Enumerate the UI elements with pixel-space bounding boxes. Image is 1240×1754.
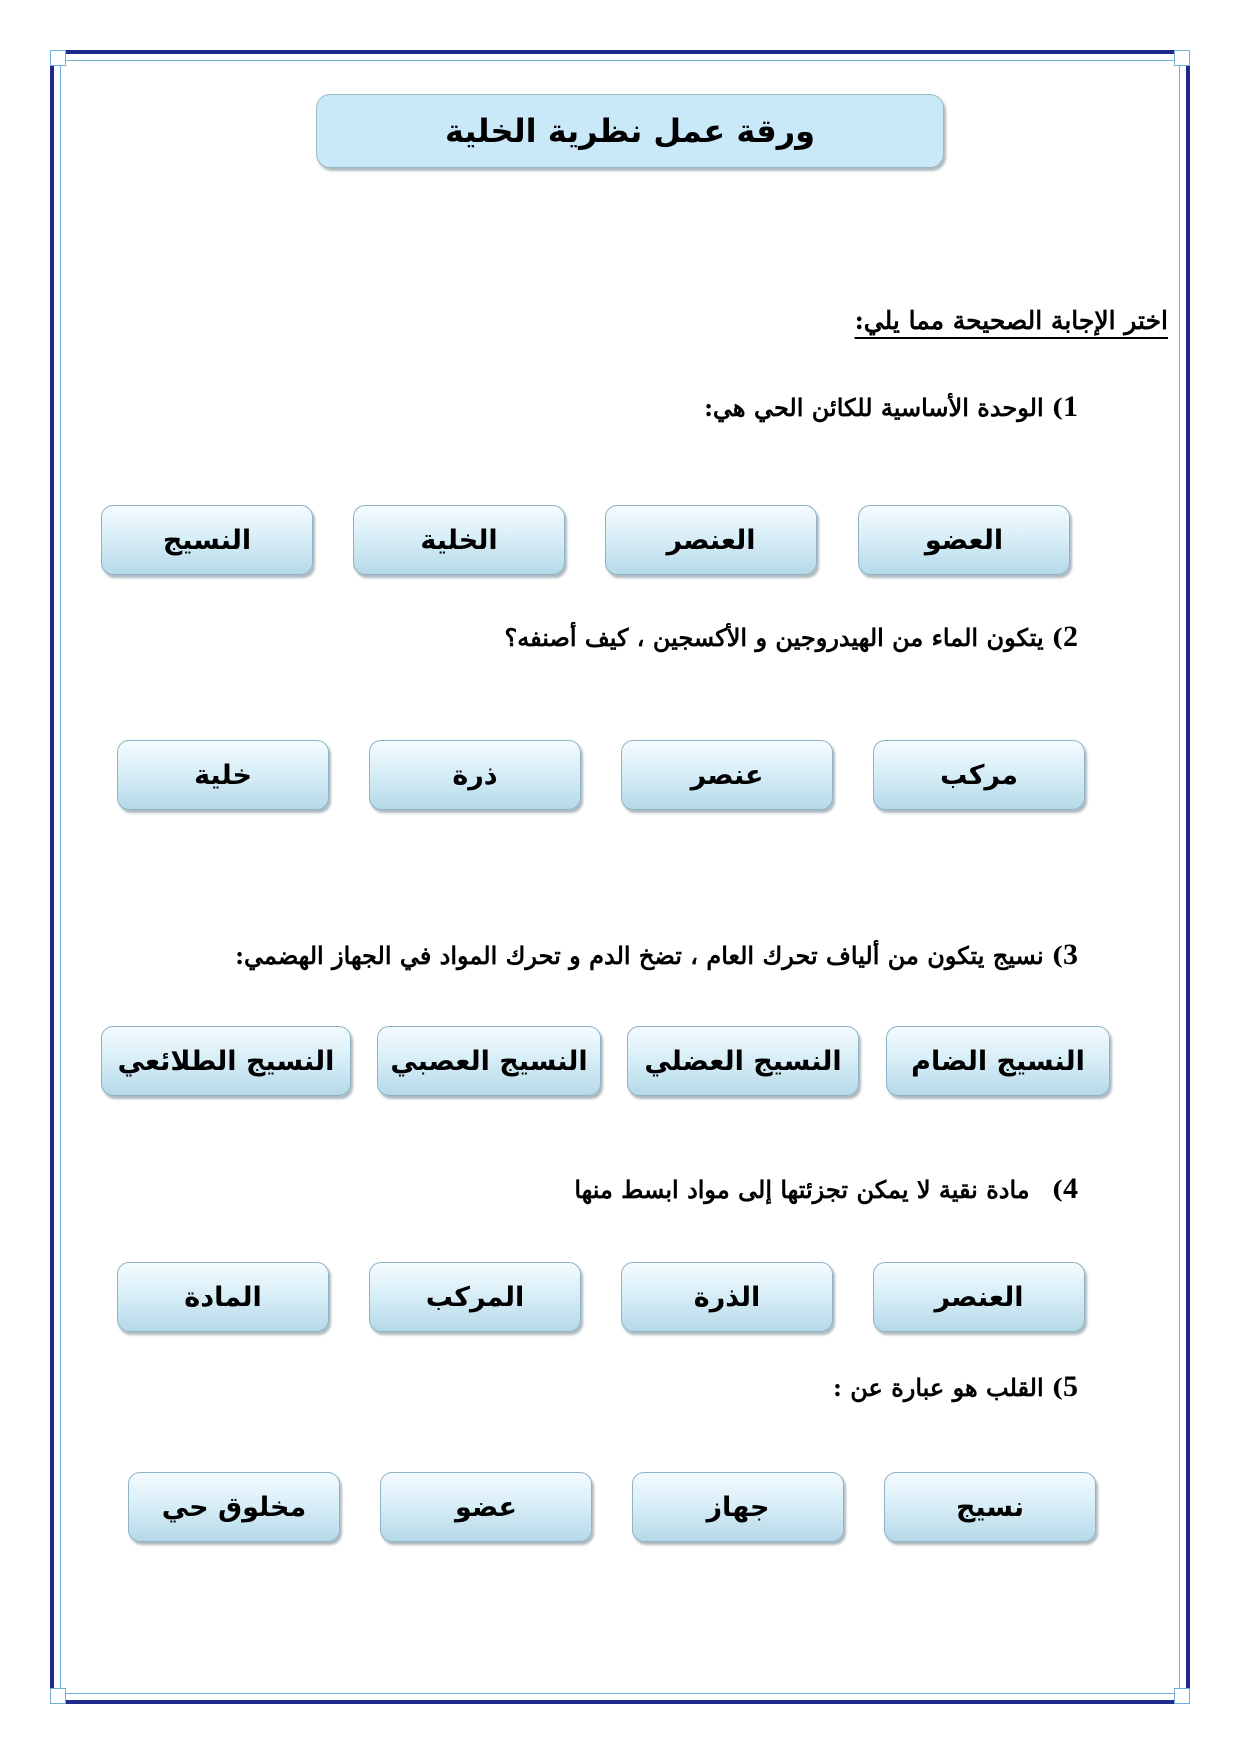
question-4 [574,1172,1078,1206]
border-corner-top-left [50,50,66,66]
question-text: مادة نقية لا يمكن تجزئتها إلى مواد ابسط منها [574,1175,1030,1204]
option-button[interactable]: عضو [380,1472,592,1542]
option-button[interactable]: النسيج الطلائعي [101,1026,351,1096]
worksheet-title [316,94,944,168]
option-button[interactable]: العنصر [873,1262,1085,1332]
option-button[interactable]: عنصر [621,740,833,810]
question-number: 5 [1063,1370,1078,1403]
option-button[interactable]: النسيج [101,505,313,575]
option-button[interactable]: مخلوق حي [128,1472,340,1542]
option-button[interactable]: الذرة [621,1262,833,1332]
question-number-paren: ) [1051,1175,1063,1204]
question-number-paren: ) [1051,393,1063,422]
instruction-text: اختر الإجابة الصحيحة مما يلي: [854,306,1168,335]
option-button[interactable]: ذرة [369,740,581,810]
question-number: 4 [1063,1172,1078,1205]
border-corner-top-right [1174,50,1190,66]
option-button[interactable]: النسيج العصبي [377,1026,601,1096]
question-number-paren: ) [1051,623,1063,652]
question-text: الوحدة الأساسية للكائن الحي هي: [704,393,1044,422]
option-button[interactable]: المادة [117,1262,329,1332]
question-text: نسيج يتكون من ألياف تحرك العام ، تضخ الدم و تحرك المواد في الجهاز الهضمي: [235,941,1044,970]
option-button[interactable]: النسيج العضلي [627,1026,859,1096]
border-corner-bottom-right [1174,1688,1190,1704]
question-number: 1 [1063,390,1078,423]
question-number: 2 [1063,620,1078,653]
option-button[interactable]: جهاز [632,1472,844,1542]
option-button[interactable]: العضو [858,505,1070,575]
question-2 [505,620,1078,654]
question-5 [833,1370,1078,1404]
option-button[interactable]: خلية [117,740,329,810]
option-button[interactable]: النسيج الضام [886,1026,1110,1096]
border-corner-bottom-left [50,1688,66,1704]
option-button[interactable]: المركب [369,1262,581,1332]
question-text: يتكون الماء من الهيدروجين و الأكسجين ، كيف أصنفه؟ [504,623,1044,652]
option-button[interactable]: الخلية [353,505,565,575]
option-button[interactable]: نسيج [884,1472,1096,1542]
question-3 [235,938,1078,972]
question-number-paren: ) [1051,1373,1063,1402]
question-text: القلب هو عبارة عن : [833,1373,1044,1402]
worksheet-title-text: ورقة عمل نظرية الخلية [444,112,816,150]
option-button[interactable]: العنصر [605,505,817,575]
question-1 [704,390,1078,424]
question-number: 3 [1063,938,1078,971]
question-number-paren: ) [1051,941,1063,970]
option-button[interactable]: مركب [873,740,1085,810]
